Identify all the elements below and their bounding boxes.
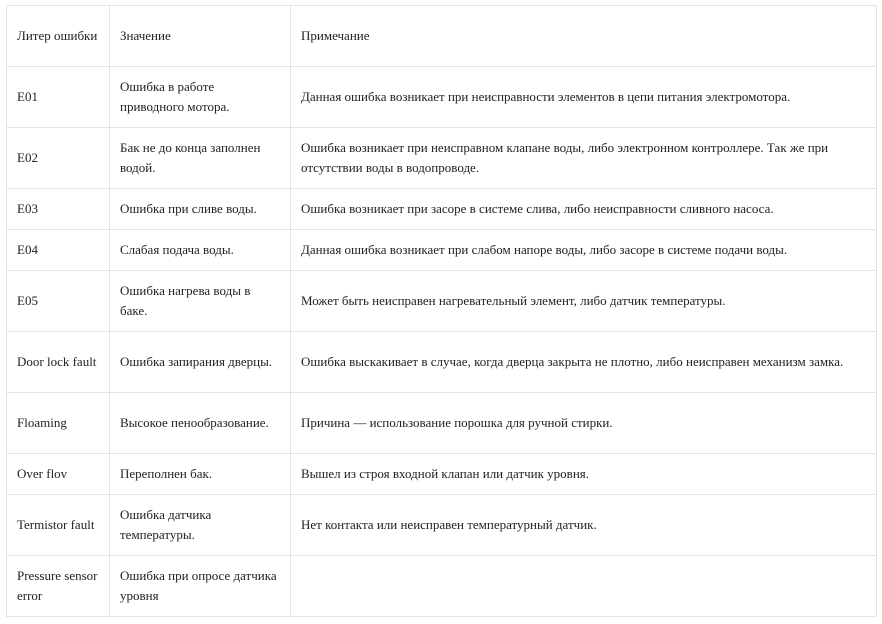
note-cell: Причина — использование порошка для ручной стирки. bbox=[291, 393, 877, 454]
error-codes-table bbox=[6, 5, 877, 617]
note-cell: Может быть неисправен нагревательный элемент, либо датчик температуры. bbox=[291, 271, 877, 332]
note-cell: Ошибка возникает при неисправном клапане воды, либо электронном контроллере. Так же при отсутствии воды в водопроводе. bbox=[291, 128, 877, 189]
meaning-cell: Высокое пенообразование. bbox=[110, 393, 291, 454]
meaning-cell: Ошибка запирания дверцы. bbox=[110, 332, 291, 393]
table-row bbox=[7, 393, 877, 454]
meaning-cell: Слабая подача воды. bbox=[110, 230, 291, 271]
meaning-cell: Ошибка при опросе датчика уровня bbox=[110, 556, 291, 617]
meaning-cell: Ошибка датчика температуры. bbox=[110, 495, 291, 556]
meaning-cell: Бак не до конца заполнен водой. bbox=[110, 128, 291, 189]
meaning-cell: Переполнен бак. bbox=[110, 454, 291, 495]
table-header-row bbox=[7, 6, 877, 67]
meaning-cell: Ошибка нагрева воды в баке. bbox=[110, 271, 291, 332]
header-note: Примечание bbox=[291, 6, 877, 67]
meaning-cell: Ошибка при сливе воды. bbox=[110, 189, 291, 230]
note-cell: Нет контакта или неисправен температурный датчик. bbox=[291, 495, 877, 556]
table-row bbox=[7, 271, 877, 332]
error-code-cell: E03 bbox=[7, 189, 110, 230]
header-code: Литер ошибки bbox=[7, 6, 110, 67]
table-row bbox=[7, 454, 877, 495]
table-row bbox=[7, 189, 877, 230]
note-cell: Данная ошибка возникает при неисправности элементов в цепи питания электромотора. bbox=[291, 67, 877, 128]
table-row bbox=[7, 230, 877, 271]
note-cell: Вышел из строя входной клапан или датчик уровня. bbox=[291, 454, 877, 495]
error-code-cell: Over flov bbox=[7, 454, 110, 495]
note-cell: Данная ошибка возникает при слабом напоре воды, либо засоре в системе подачи воды. bbox=[291, 230, 877, 271]
error-code-cell: E02 bbox=[7, 128, 110, 189]
note-cell: Ошибка выскакивает в случае, когда дверца закрыта не плотно, либо неисправен механизм замка. bbox=[291, 332, 877, 393]
header-meaning: Значение bbox=[110, 6, 291, 67]
table-row bbox=[7, 556, 877, 617]
table-row bbox=[7, 332, 877, 393]
meaning-cell: Ошибка в работе приводного мотора. bbox=[110, 67, 291, 128]
note-cell bbox=[291, 556, 877, 617]
error-code-cell: E01 bbox=[7, 67, 110, 128]
error-code-cell: Pressure sensor error bbox=[7, 556, 110, 617]
error-code-cell: E05 bbox=[7, 271, 110, 332]
table-row bbox=[7, 67, 877, 128]
error-code-cell: Door lock fault bbox=[7, 332, 110, 393]
table-row bbox=[7, 128, 877, 189]
table-row bbox=[7, 495, 877, 556]
error-code-cell: Termistor fault bbox=[7, 495, 110, 556]
error-code-cell: Floaming bbox=[7, 393, 110, 454]
note-cell: Ошибка возникает при засоре в системе слива, либо неисправности сливного насоса. bbox=[291, 189, 877, 230]
error-code-cell: E04 bbox=[7, 230, 110, 271]
